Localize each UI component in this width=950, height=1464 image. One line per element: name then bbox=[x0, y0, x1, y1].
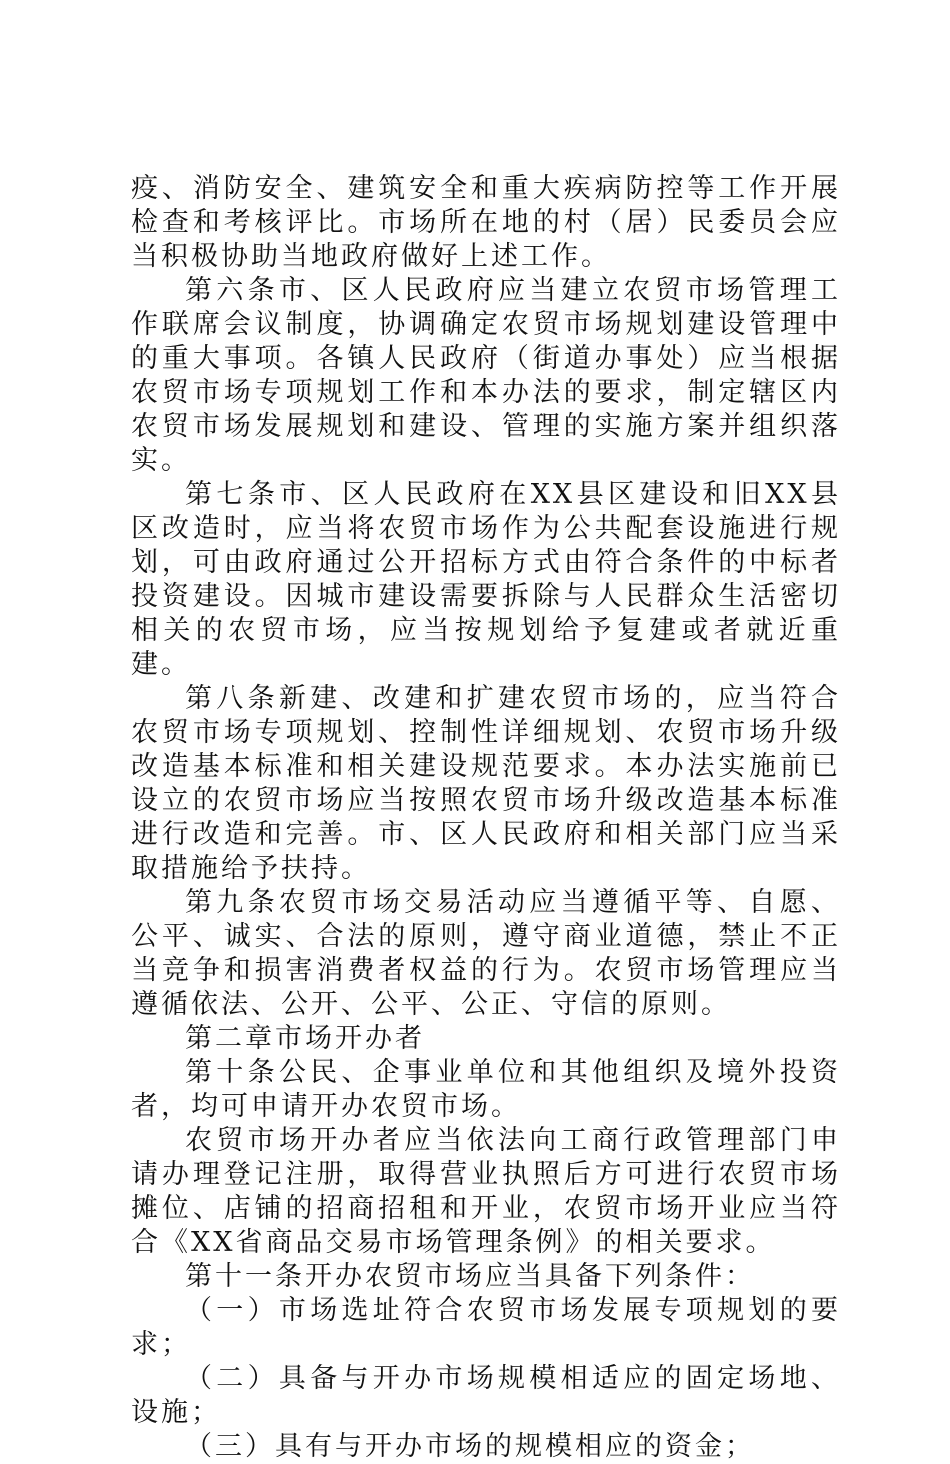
paragraph-article-10: 第十条公民、企事业单位和其他组织及境外投资者，均可申请开办农贸市场。 bbox=[131, 1057, 841, 1122]
chapter-heading: 第二章市场开办者 bbox=[185, 1023, 425, 1054]
list-item-condition-1: （一）市场选址符合农贸市场发展专项规划的要求； bbox=[131, 1295, 841, 1360]
paragraph-article-6: 第六条市、区人民政府应当建立农贸市场管理工作联席会议制度，协调确定农贸市场规划建设管理中的重大事项。各镇人民政府（街道办事处）应当根据农贸市场专项规划工作和本办法的要求，制定辖区内农贸市场发展规划和建设、管理的实施方案并组织落实。 bbox=[131, 275, 841, 476]
list-item-condition-3: （三）具有与开办市场的规模相应的资金； bbox=[185, 1431, 755, 1462]
paragraph-article-9: 第九条农贸市场交易活动应当遵循平等、自愿、公平、诚实、合法的原则，遵守商业道德，禁止不正当竞争和损害消费者权益的行为。农贸市场管理应当遵循依法、公开、公平、公正、守信的原则。 bbox=[131, 887, 841, 1020]
paragraph-article-11: 第十一条开办农贸市场应当具备下列条件： bbox=[185, 1261, 755, 1292]
list-item-condition-2: （二）具备与开办市场规模相适应的固定场地、设施； bbox=[131, 1363, 841, 1428]
paragraph-registration: 农贸市场开办者应当依法向工商行政管理部门申请办理登记注册，取得营业执照后方可进行农贸市场摊位、店铺的招商招租和开业，农贸市场开业应当符合《XX省商品交易市场管理条例》的相关要求。 bbox=[131, 1125, 841, 1258]
paragraph-article-7: 第七条市、区人民政府在XX县区建设和旧XX县区改造时，应当将农贸市场作为公共配套设施进行规划，可由政府通过公开招标方式由符合条件的中标者投资建设。因城市建设需要拆除与人民群众生活密切相关的农贸市场，应当按规划给予复建或者就近重建。 bbox=[131, 479, 841, 680]
paragraph-continuation: 疫、消防安全、建筑安全和重大疾病防控等工作开展检查和考核评比。市场所在地的村（居）民委员会应当积极协助当地政府做好上述工作。 bbox=[131, 173, 841, 272]
paragraph-article-8: 第八条新建、改建和扩建农贸市场的，应当符合农贸市场专项规划、控制性详细规划、农贸市场升级改造基本标准和相关建设规范要求。本办法实施前已设立的农贸市场应当按照农贸市场升级改造基本标准进行改造和完善。市、区人民政府和相关部门应当采取措施给予扶持。 bbox=[131, 683, 841, 884]
document-body bbox=[131, 172, 841, 1464]
